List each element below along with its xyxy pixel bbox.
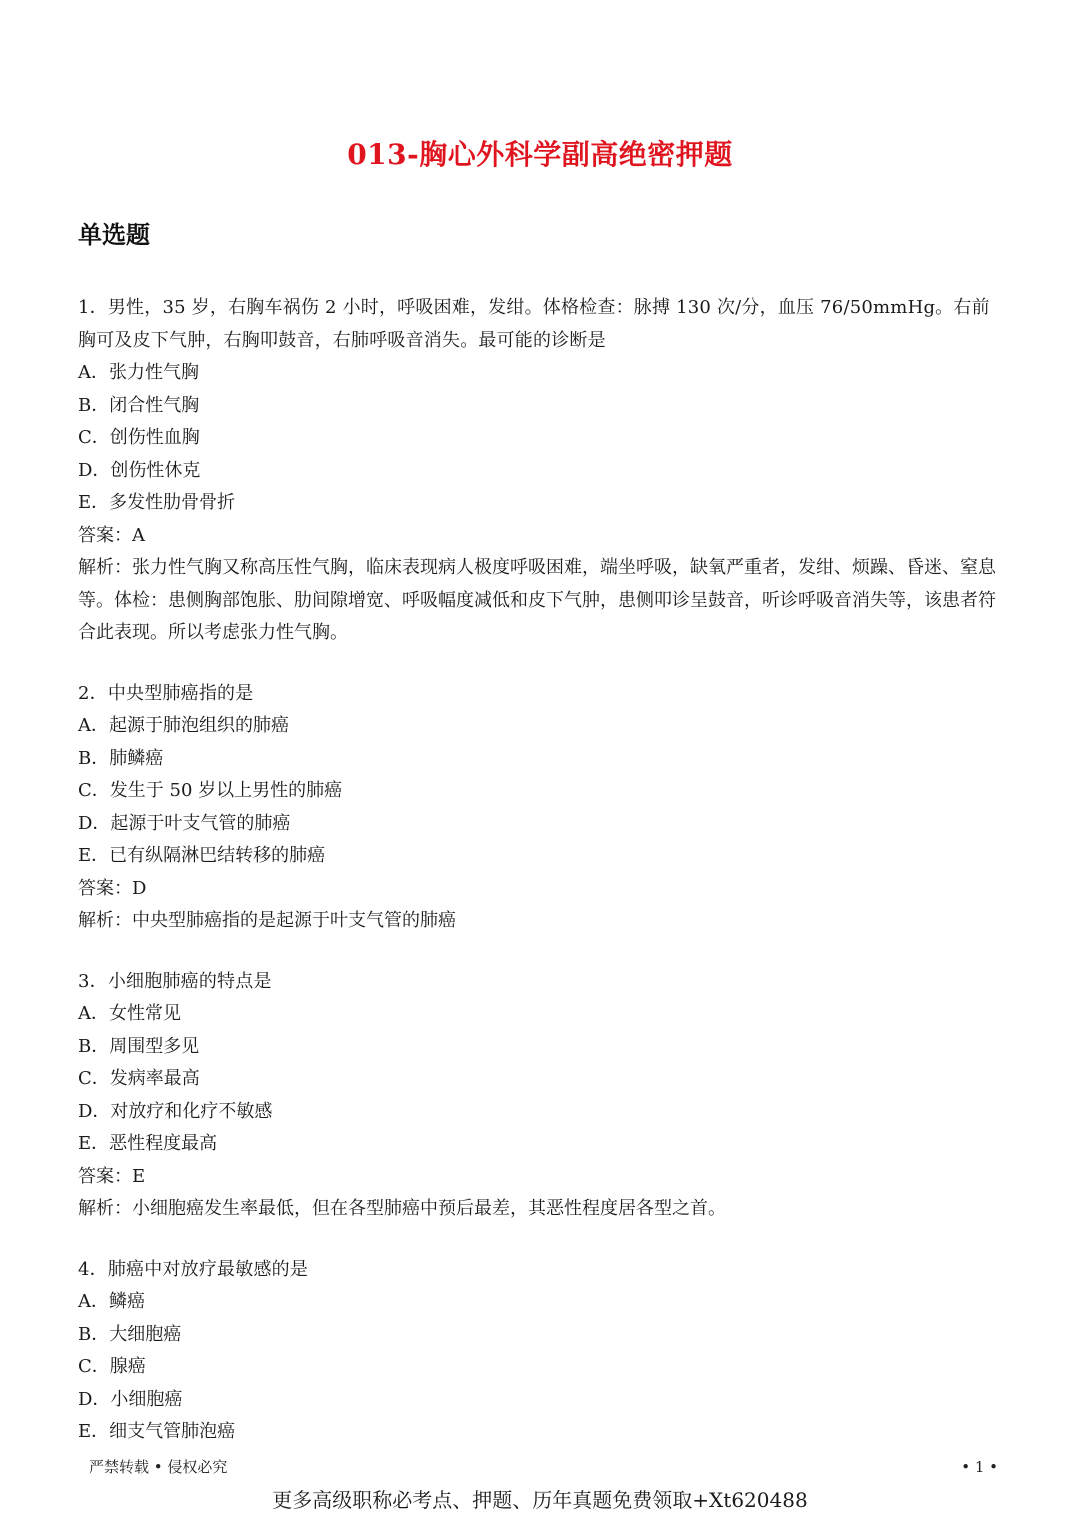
option-c: C．发病率最高 bbox=[78, 1068, 200, 1089]
option-b: B．周围型多见 bbox=[78, 1035, 200, 1057]
analysis: 解析：中央型肺癌指的是起源于叶支气管的肺癌 bbox=[78, 910, 456, 931]
option-e: E．多发性肋骨骨折 bbox=[78, 492, 236, 513]
question-1 bbox=[78, 292, 1006, 650]
option-d: D．小细胞癌 bbox=[78, 1388, 183, 1410]
option-b: B．肺鳞癌 bbox=[78, 747, 164, 769]
option-b: B．闭合性气胸 bbox=[78, 394, 200, 416]
document-title: 013-胸心外科学副高绝密押题 bbox=[347, 138, 733, 171]
option-d: D．起源于叶支气管的肺癌 bbox=[78, 812, 291, 834]
option-c: C．腺癌 bbox=[78, 1356, 146, 1377]
option-d: D．对放疗和化疗不敏感 bbox=[78, 1100, 273, 1122]
option-c: C．发生于 50 岁以上男性的肺癌 bbox=[78, 780, 343, 801]
question-2 bbox=[78, 678, 1006, 938]
option-a: A．女性常见 bbox=[78, 1003, 181, 1024]
option-d: D．创伤性休克 bbox=[78, 459, 201, 481]
page-number: • 1 • bbox=[961, 1458, 998, 1476]
section-heading: 单选题 bbox=[78, 220, 150, 249]
footer-copyright: 严禁转载 • 侵权必究 bbox=[89, 1458, 228, 1476]
option-a: A．张力性气胸 bbox=[78, 362, 199, 383]
option-e: E．细支气管肺泡癌 bbox=[78, 1421, 236, 1442]
analysis: 解析：张力性气胸又称高压性气胸，临床表现病人极度呼吸困难，端坐呼吸，缺氧严重者，发绀、烦躁、昏迷、窒息等。体检：患侧胸部饱胀、肋间隙增宽、呼吸幅度减低和皮下气肿，患侧叩诊呈鼓音，听诊呼吸音消失等，该患者符合此表现。所以考虑张力性气胸。 bbox=[78, 557, 996, 643]
option-a: A．鳞癌 bbox=[78, 1291, 145, 1312]
promo-text: 更多高级职称必考点、押题、历年真题免费领取+Xt620488 bbox=[272, 1488, 808, 1512]
option-b: B．大细胞癌 bbox=[78, 1323, 182, 1345]
option-a: A．起源于肺泡组织的肺癌 bbox=[78, 715, 289, 736]
question-3 bbox=[78, 966, 1006, 1226]
question-4 bbox=[78, 1254, 1006, 1449]
answer: 答案：E bbox=[78, 1165, 146, 1187]
answer: 答案：A bbox=[78, 524, 145, 546]
answer: 答案：D bbox=[78, 877, 147, 899]
option-e: E．恶性程度最高 bbox=[78, 1133, 218, 1154]
option-c: C．创伤性血胸 bbox=[78, 427, 200, 448]
question-stem: 2．中央型肺癌指的是 bbox=[78, 682, 254, 704]
question-stem: 1．男性，35 岁，右胸车祸伤 2 小时，呼吸困难，发绀。体格检查：脉搏 130 次/分，血压 76/50mmHg。右前胸可及皮下气肿，右胸叩鼓音，右肺呼吸音消失。最可能的诊断是 bbox=[78, 297, 990, 351]
analysis: 解析：小细胞癌发生率最低，但在各型肺癌中预后最差，其恶性程度居各型之首。 bbox=[78, 1198, 726, 1219]
question-stem: 3．小细胞肺癌的特点是 bbox=[78, 970, 272, 992]
question-stem: 4．肺癌中对放疗最敏感的是 bbox=[78, 1258, 309, 1280]
option-e: E．已有纵隔淋巴结转移的肺癌 bbox=[78, 845, 326, 866]
question-list bbox=[78, 292, 1006, 1477]
